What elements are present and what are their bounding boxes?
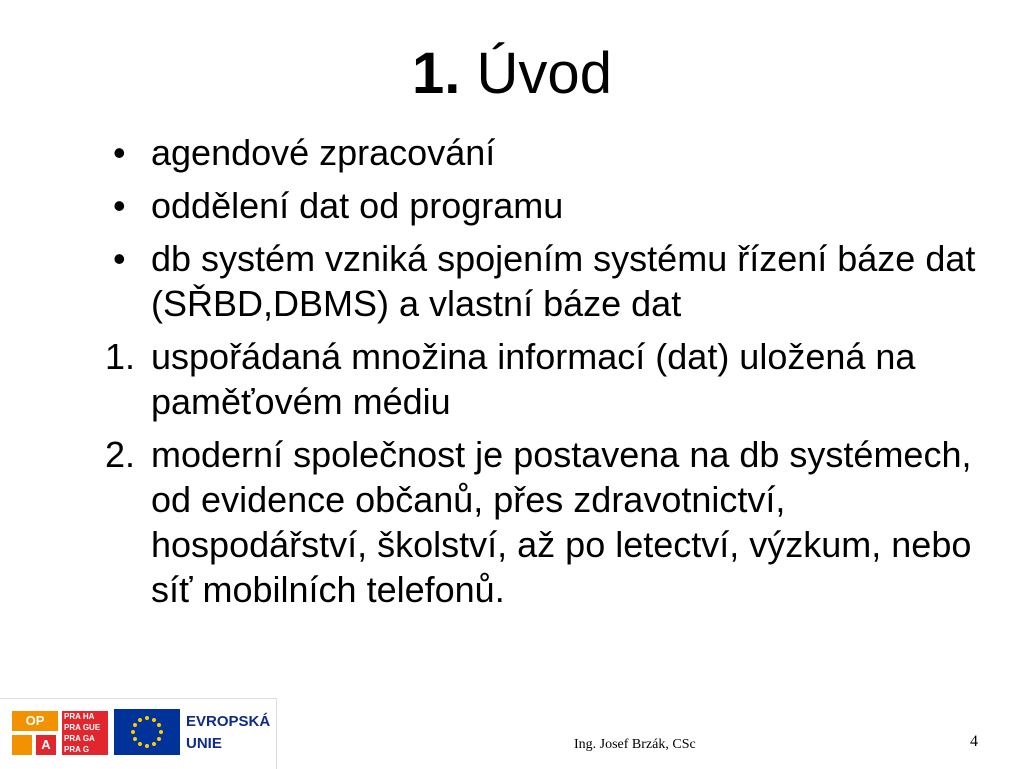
praha-logo-line: PRA GA bbox=[64, 734, 95, 743]
praha-logo-line: PRA GUE bbox=[64, 723, 101, 732]
number-marker: 1. bbox=[105, 336, 136, 377]
list-item bbox=[105, 334, 985, 424]
number-marker: 2. bbox=[105, 434, 136, 475]
praha-logo-line: PRA G bbox=[64, 745, 90, 754]
opp-logo-bottom-left bbox=[12, 735, 32, 755]
list-item bbox=[105, 183, 985, 228]
list-item-text: moderní společnost je postavena na db systémech, od evidence občanů, přes zdravotnictví, hospodářství, školství, až po letectví, výzkum, nebo síť mobilních telefonů. bbox=[151, 434, 972, 610]
list-item-text: db systém vzniká spojením systému řízení báze dat (SŘBD,DBMS) a vlastní báze dat bbox=[151, 238, 976, 324]
eu-flag-icon bbox=[114, 709, 180, 755]
opp-logo-top: OP bbox=[12, 711, 58, 731]
opp-logo-bottom-right: A bbox=[36, 735, 56, 755]
slide-title-number: 1. bbox=[412, 41, 461, 106]
list-item-text: agendové zpracování bbox=[151, 132, 496, 173]
list-item-text: uspořádaná množina informací (dat) uložená na paměťovém médiu bbox=[151, 336, 916, 422]
list-item bbox=[105, 236, 985, 326]
eu-text bbox=[186, 711, 270, 755]
list-item bbox=[105, 432, 985, 612]
list-item-text: oddělení dat od programu bbox=[151, 185, 564, 226]
bullet-marker: • bbox=[113, 132, 126, 173]
eu-text-line1: EVROPSKÁ bbox=[186, 713, 271, 730]
bullet-marker: • bbox=[113, 185, 126, 226]
eu-text-line2: UNIE bbox=[186, 735, 222, 752]
bullet-marker: • bbox=[113, 238, 126, 279]
opp-logo bbox=[12, 711, 58, 755]
slide-title-text: Úvod bbox=[476, 41, 612, 106]
praha-logo bbox=[62, 711, 108, 755]
list-item bbox=[105, 130, 985, 175]
logo-strip bbox=[0, 698, 277, 769]
footer-author: Ing. Josef Brzák, CSc bbox=[574, 737, 696, 752]
praha-logo-line: PRA HA bbox=[64, 712, 95, 721]
page-number: 4 bbox=[970, 733, 978, 750]
slide-title bbox=[0, 38, 1024, 110]
slide-content bbox=[105, 130, 985, 620]
